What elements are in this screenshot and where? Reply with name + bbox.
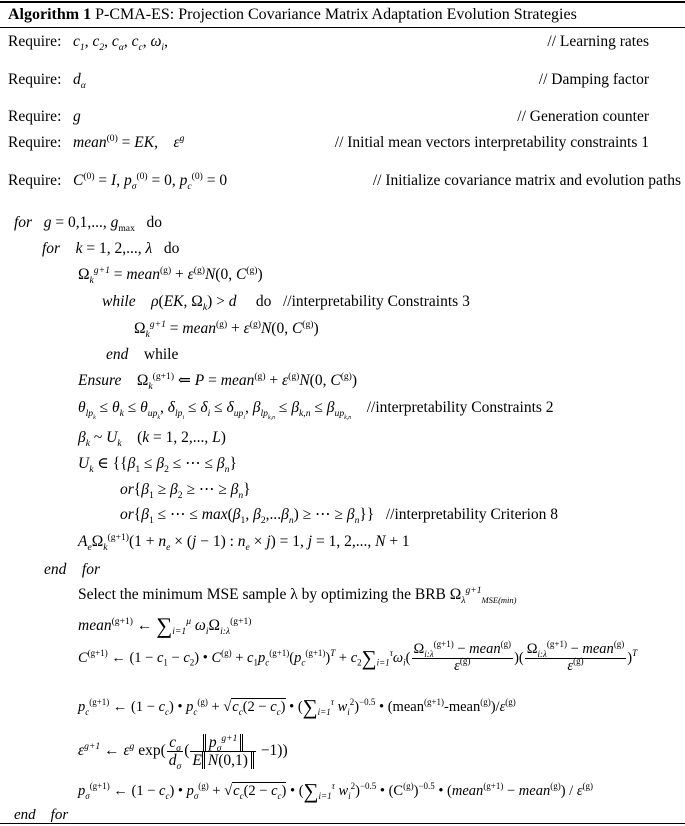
comment-initialize: // Initialize covariance matrix and evolution paths <box>372 172 681 189</box>
require-initialize: Require: $C^{(0)} = I$, $p_\sigma^{(0)} = 0$, $p_c^{(0)} = 0$ <box>8 170 228 193</box>
require-initial-mean: Require: mean$^{(0)}$ = EK, $\varepsilon^g$ <box>8 132 185 151</box>
pc-update: $p_c^{(g+1)}$ ← $(1 - c_c)$ • $p_c^{(g)} + √c_c(2 - c_c)$ • ($\sum_{i=1}^\tau$ $w_i^2)^{-0.5}$ • $(mean^{(g+1)}-mean^{(g)})/\varepsilon^{(g)}$ <box>78 695 516 719</box>
comment-criterion8: //interpretability Criterion 8 <box>385 506 559 523</box>
end-for-outer <box>14 808 68 823</box>
comment-initial-mean: // Initial mean vectors interpretability constraints 1 <box>334 134 649 151</box>
while-constraint: while ρ(EK, $\Omega_k) > d$ do //interpretability Constraints 3 <box>102 293 470 314</box>
end-keyword: end <box>14 807 36 823</box>
end-for-k: end for <box>44 561 100 578</box>
beta-uniform: $\beta_k$ ~ $U_k$ (k = 1, 2,..., L) <box>78 429 226 450</box>
for-k: for k = 1, 2,..., λ do <box>42 240 180 257</box>
uk-set-1: $U_k$ ∈ {{$\beta_1 \le \beta_2$ ≤ ⋯ ≤ $\beta_n$} <box>78 455 237 476</box>
covariance-update: $C^{(g+1)}$ ← $(1 - c_1 - c_2)$ • $C^{(g)} + c_1p_c^{(g+1)}(p_c^{(g+1)})^T + c_2\sum_{i=1}^\tau\omega_i$( $\frac{\Omega_{i:\lambda}^{(g+1)} - mean^{(g)}}{\varepsilon^{(g)}}$ )( $\frac{\Omega_{i:\lambda}^{(g+1)} - mean^{(g)}}{\varepsilon^{(g)}}$ )$^T$ <box>78 639 638 674</box>
algorithm-label: Algorithm 1 <box>8 6 92 23</box>
uk-set-2: $or\{\beta_1 \ge \beta_2$ ≥ ⋯ ≥ $\beta_n$} <box>120 481 251 502</box>
uk-set-3: $or\{\beta_1$ ≤ ⋯ ≤ $\max(\beta_1$, $\beta_2,...\beta_n$) ≥ ⋯ ≥ $\beta_n$}} //interpretability Criterion 8 <box>120 506 559 527</box>
algorithm-header <box>8 6 577 24</box>
for-generation: for g = 0,1,..., $g_{max}$ do <box>14 214 162 235</box>
sample-omega: $\Omega_k^{g+1}$ = mean$^{(g)}$ + $\varepsilon^{(g)}N(0$, $C^{(g)}$) <box>78 264 263 287</box>
equality-constraint: $A_e\Omega_k^{(g+1)}(1 + n_e \times (j - 1)$ : $n_e \times j) = 1$, j = 1, 2,..., N + 1 <box>78 531 410 554</box>
require-learning-rates: Require: $c_1$, $c_2$, $c_\alpha$, $c_c$, $\omega_i$, <box>8 33 168 54</box>
end-while: end while <box>106 346 179 363</box>
require-damping: Require: $d_\alpha$ <box>8 71 86 92</box>
comment-constraints3: //interpretability Constraints 3 <box>282 293 470 310</box>
require-generation: Require: g <box>8 108 81 125</box>
psigma-update: $p_\sigma^{(g+1)}$ ← $(1 - c_c)$ • $p_\sigma^{(g)} + √c_c(2 - c_c)$ • ($\sum_{i=1}^\tau$ $w_i^2)^{-0.5}$ • $(C^{(g)})^{-0.5}$ • (mean$^{(g+1)}$ − mean$^{(g)}$) / $\varepsilon^{(g)}$ <box>78 779 594 803</box>
bottom-rule <box>0 823 685 824</box>
for-keyword: for <box>50 807 69 823</box>
comment-learning-rates: // Learning rates <box>547 33 649 50</box>
comment-constraints2: //interpretability Constraints 2 <box>366 399 554 416</box>
sigma-update: $\varepsilon^{g+1}$ ← $\varepsilon^g$ exp( $\frac{c_\sigma}{d_\sigma}$ ( $\frac{p_\sigma^{g+1}}{\text{E N(0,1)}}$ −1)) <box>78 732 288 773</box>
comment-damping: // Damping factor <box>538 71 649 88</box>
top-rule <box>0 1 685 3</box>
comment-generation: // Generation counter <box>517 108 649 125</box>
select-line: Select the minimum MSE sample λ by optimizing the BRB $\Omega_\lambda^{g+1}_{MSE(min)}$ <box>78 584 517 607</box>
header-rule <box>0 27 685 28</box>
resample-omega: $\Omega_k^{g+1}$ = mean$^{(g)}$ + $\varepsilon^{(g)}N(0$, $C^{(g)}$) <box>134 318 319 341</box>
ensure-line: Ensure $\Omega_k^{(g+1)}$ ⇐ P = mean$^{(g)}$ + $\varepsilon^{(g)}N(0$, $C^{(g)}$) <box>78 370 358 393</box>
mean-update: mean$^{(g+1)}$ ← $\sum_{i=1}^\mu$ $\omega_i\Omega_{i:\lambda}^{(g+1)}$ <box>78 613 252 638</box>
algorithm-title: P-CMA-ES: Projection Covariance Matrix Adaptation Evolution Strategies <box>95 6 577 23</box>
bounds-line: $\theta_{lp_k} \le \theta_k \le \theta_{up_k}$, $\delta_{lp_i} \le \delta_i \le \delta_{up_i}$, $\beta_{lp_{k,n}} \le \beta_{k,n} \le \beta_{up_{k,n}}$ //interpretability Constraints 2 <box>78 399 554 422</box>
